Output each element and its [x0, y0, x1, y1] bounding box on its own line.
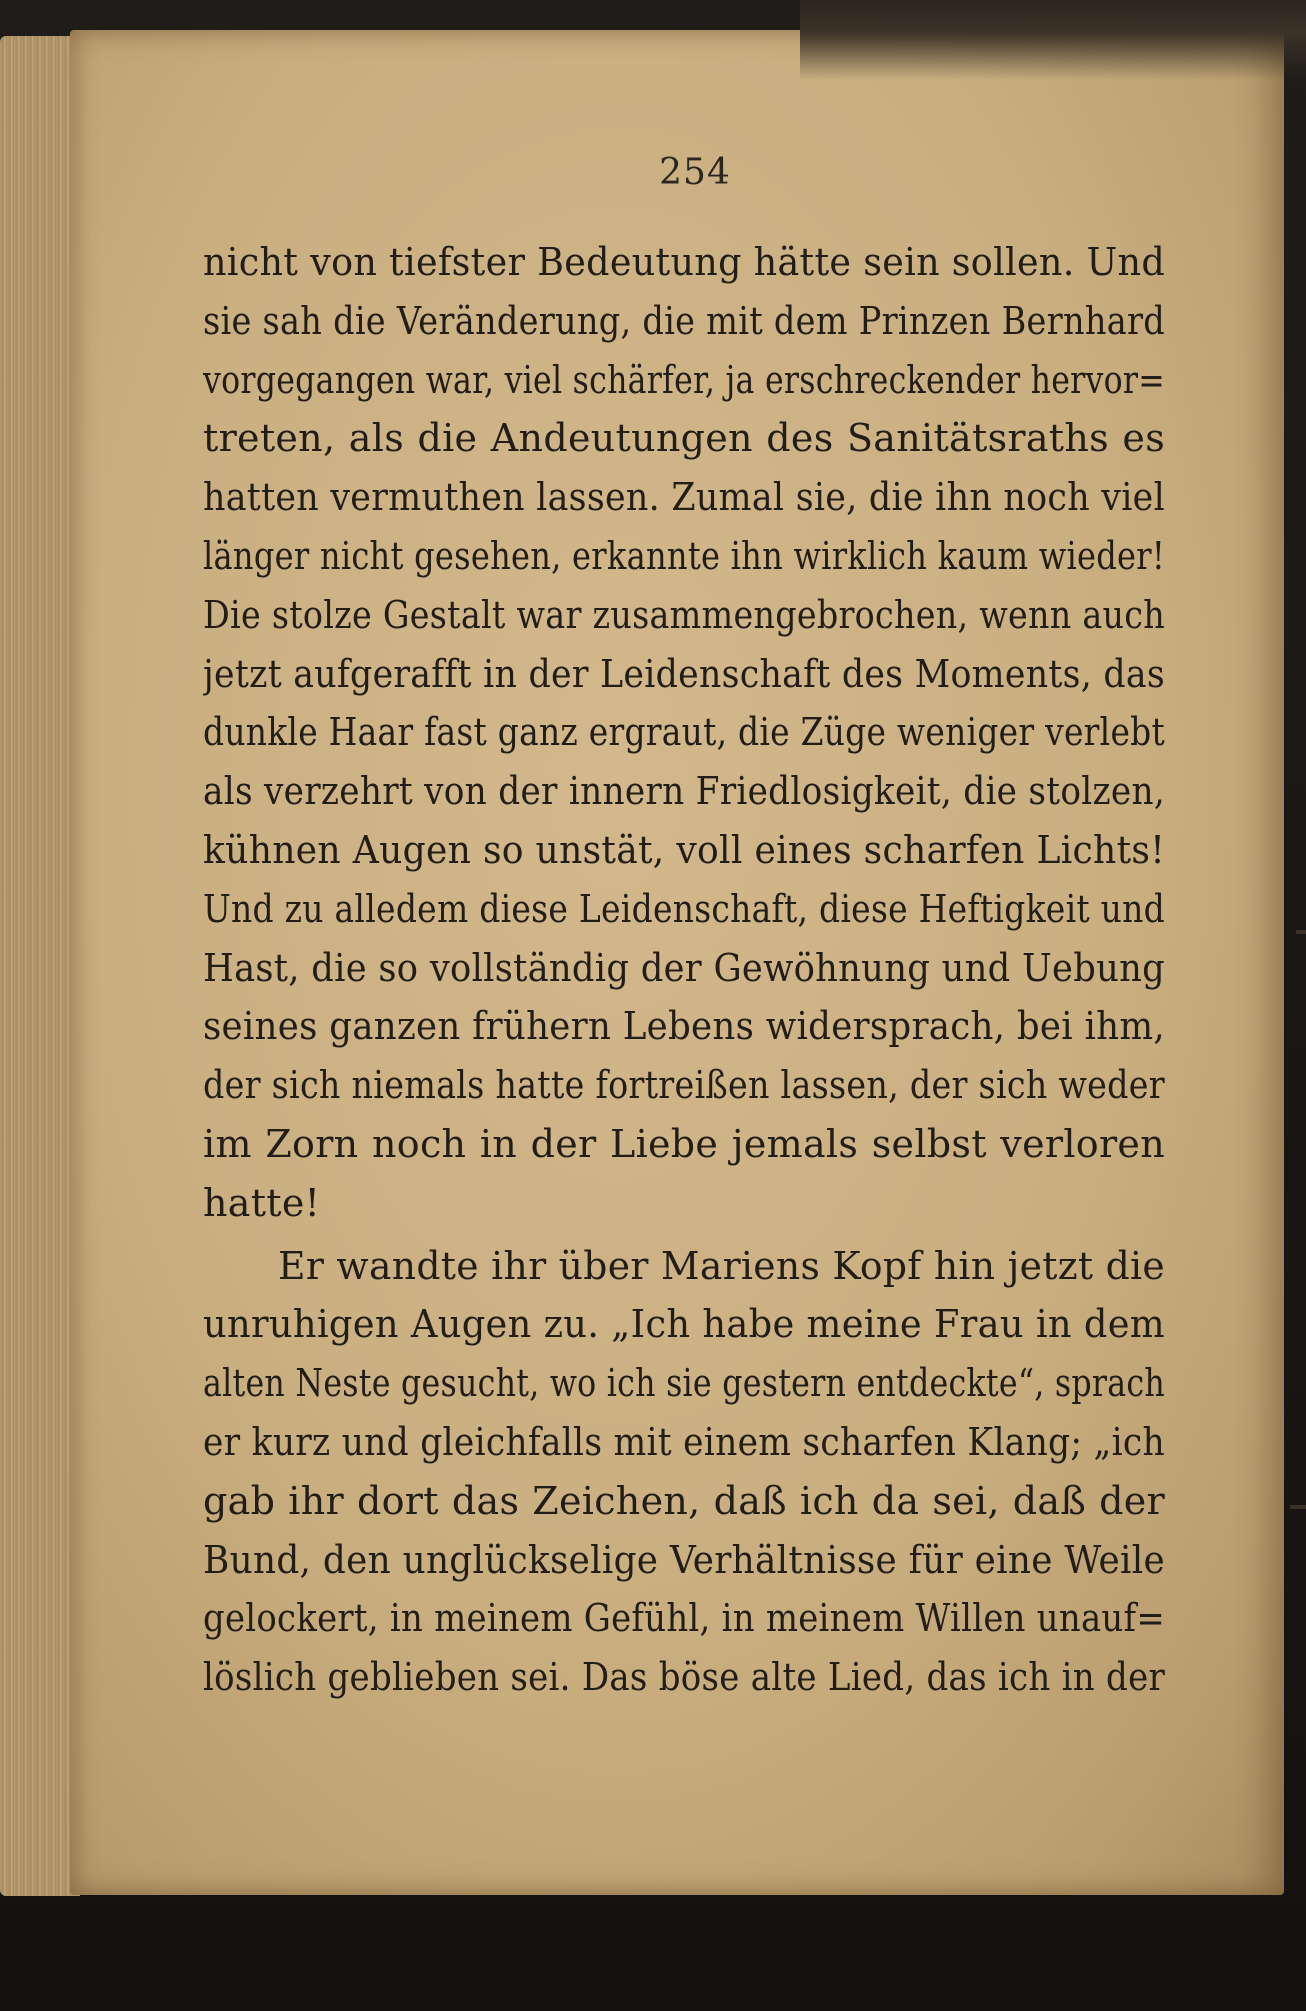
text-line: gab ihr dort das Zeichen, daß ich da sei, daß der	[203, 1478, 1165, 1523]
body-text	[203, 233, 1165, 1707]
text-line: er kurz und gleichfalls mit einem scharfen Klang; „ich	[203, 1419, 1165, 1464]
text-line: länger nicht gesehen, erkannte ihn wirklich kaum wieder!	[203, 533, 1165, 578]
text-line: gelockert, in meinem Gefühl, in meinem Willen unauf=	[203, 1596, 1165, 1641]
text-line: treten, als die Andeutungen des Sanitätsraths es	[203, 416, 1165, 461]
page-edges	[0, 36, 80, 1896]
text-line: hatten vermuthen lassen. Zumal sie, die ihn noch viel	[203, 475, 1165, 520]
text-line: kühnen Augen so unstät, voll eines scharfen Lichts!	[203, 827, 1165, 872]
torn-corner	[800, 0, 1306, 80]
text-line: hatte!	[203, 1180, 321, 1225]
text-line: alten Neste gesucht, wo ich sie gestern entdeckte“, sprach	[203, 1361, 1165, 1406]
text-line: löslich geblieben sei. Das böse alte Lied, das ich in der	[203, 1655, 1165, 1700]
paragraph	[203, 1237, 1165, 1707]
margin-mark	[1296, 930, 1306, 934]
text-line: seines ganzen frühern Lebens widersprach, bei ihm,	[203, 1004, 1165, 1049]
margin-mark	[1290, 1505, 1306, 1509]
text-line: der sich niemals hatte fortreißen lassen, der sich weder	[203, 1063, 1165, 1108]
text-line: jetzt aufgerafft in der Leidenschaft des Moments, das	[203, 651, 1165, 696]
text-line: Er wandte ihr über Mariens Kopf hin jetzt die	[278, 1243, 1165, 1288]
text-line: unruhigen Augen zu. „Ich habe meine Frau in dem	[203, 1302, 1165, 1347]
text-line: nicht von tiefster Bedeutung hätte sein sollen. Und	[203, 240, 1165, 284]
text-line: Und zu alledem diese Leidenschaft, diese Heftigkeit und	[203, 886, 1165, 931]
text-line: Bund, den unglückselige Verhältnisse für eine Weile	[203, 1537, 1165, 1582]
text-line: dunkle Haar fast ganz ergraut, die Züge weniger verlebt	[203, 710, 1165, 755]
text-line: Die stolze Gestalt war zusammengebrochen, wenn auch	[203, 592, 1165, 637]
text-line: als verzehrt von der innern Friedlosigkeit, die stolzen,	[203, 769, 1165, 814]
text-line: Hast, die so vollständig der Gewöhnung und Uebung	[203, 945, 1165, 990]
paragraph	[203, 233, 1165, 1233]
page-number: 254	[659, 152, 731, 193]
text-line: im Zorn noch in der Liebe jemals selbst verloren	[203, 1121, 1165, 1166]
text-line: vorgegangen war, viel schärfer, ja erschreckender hervor=	[203, 357, 1165, 402]
text-line: sie sah die Veränderung, die mit dem Prinzen Bernhard	[203, 298, 1165, 343]
